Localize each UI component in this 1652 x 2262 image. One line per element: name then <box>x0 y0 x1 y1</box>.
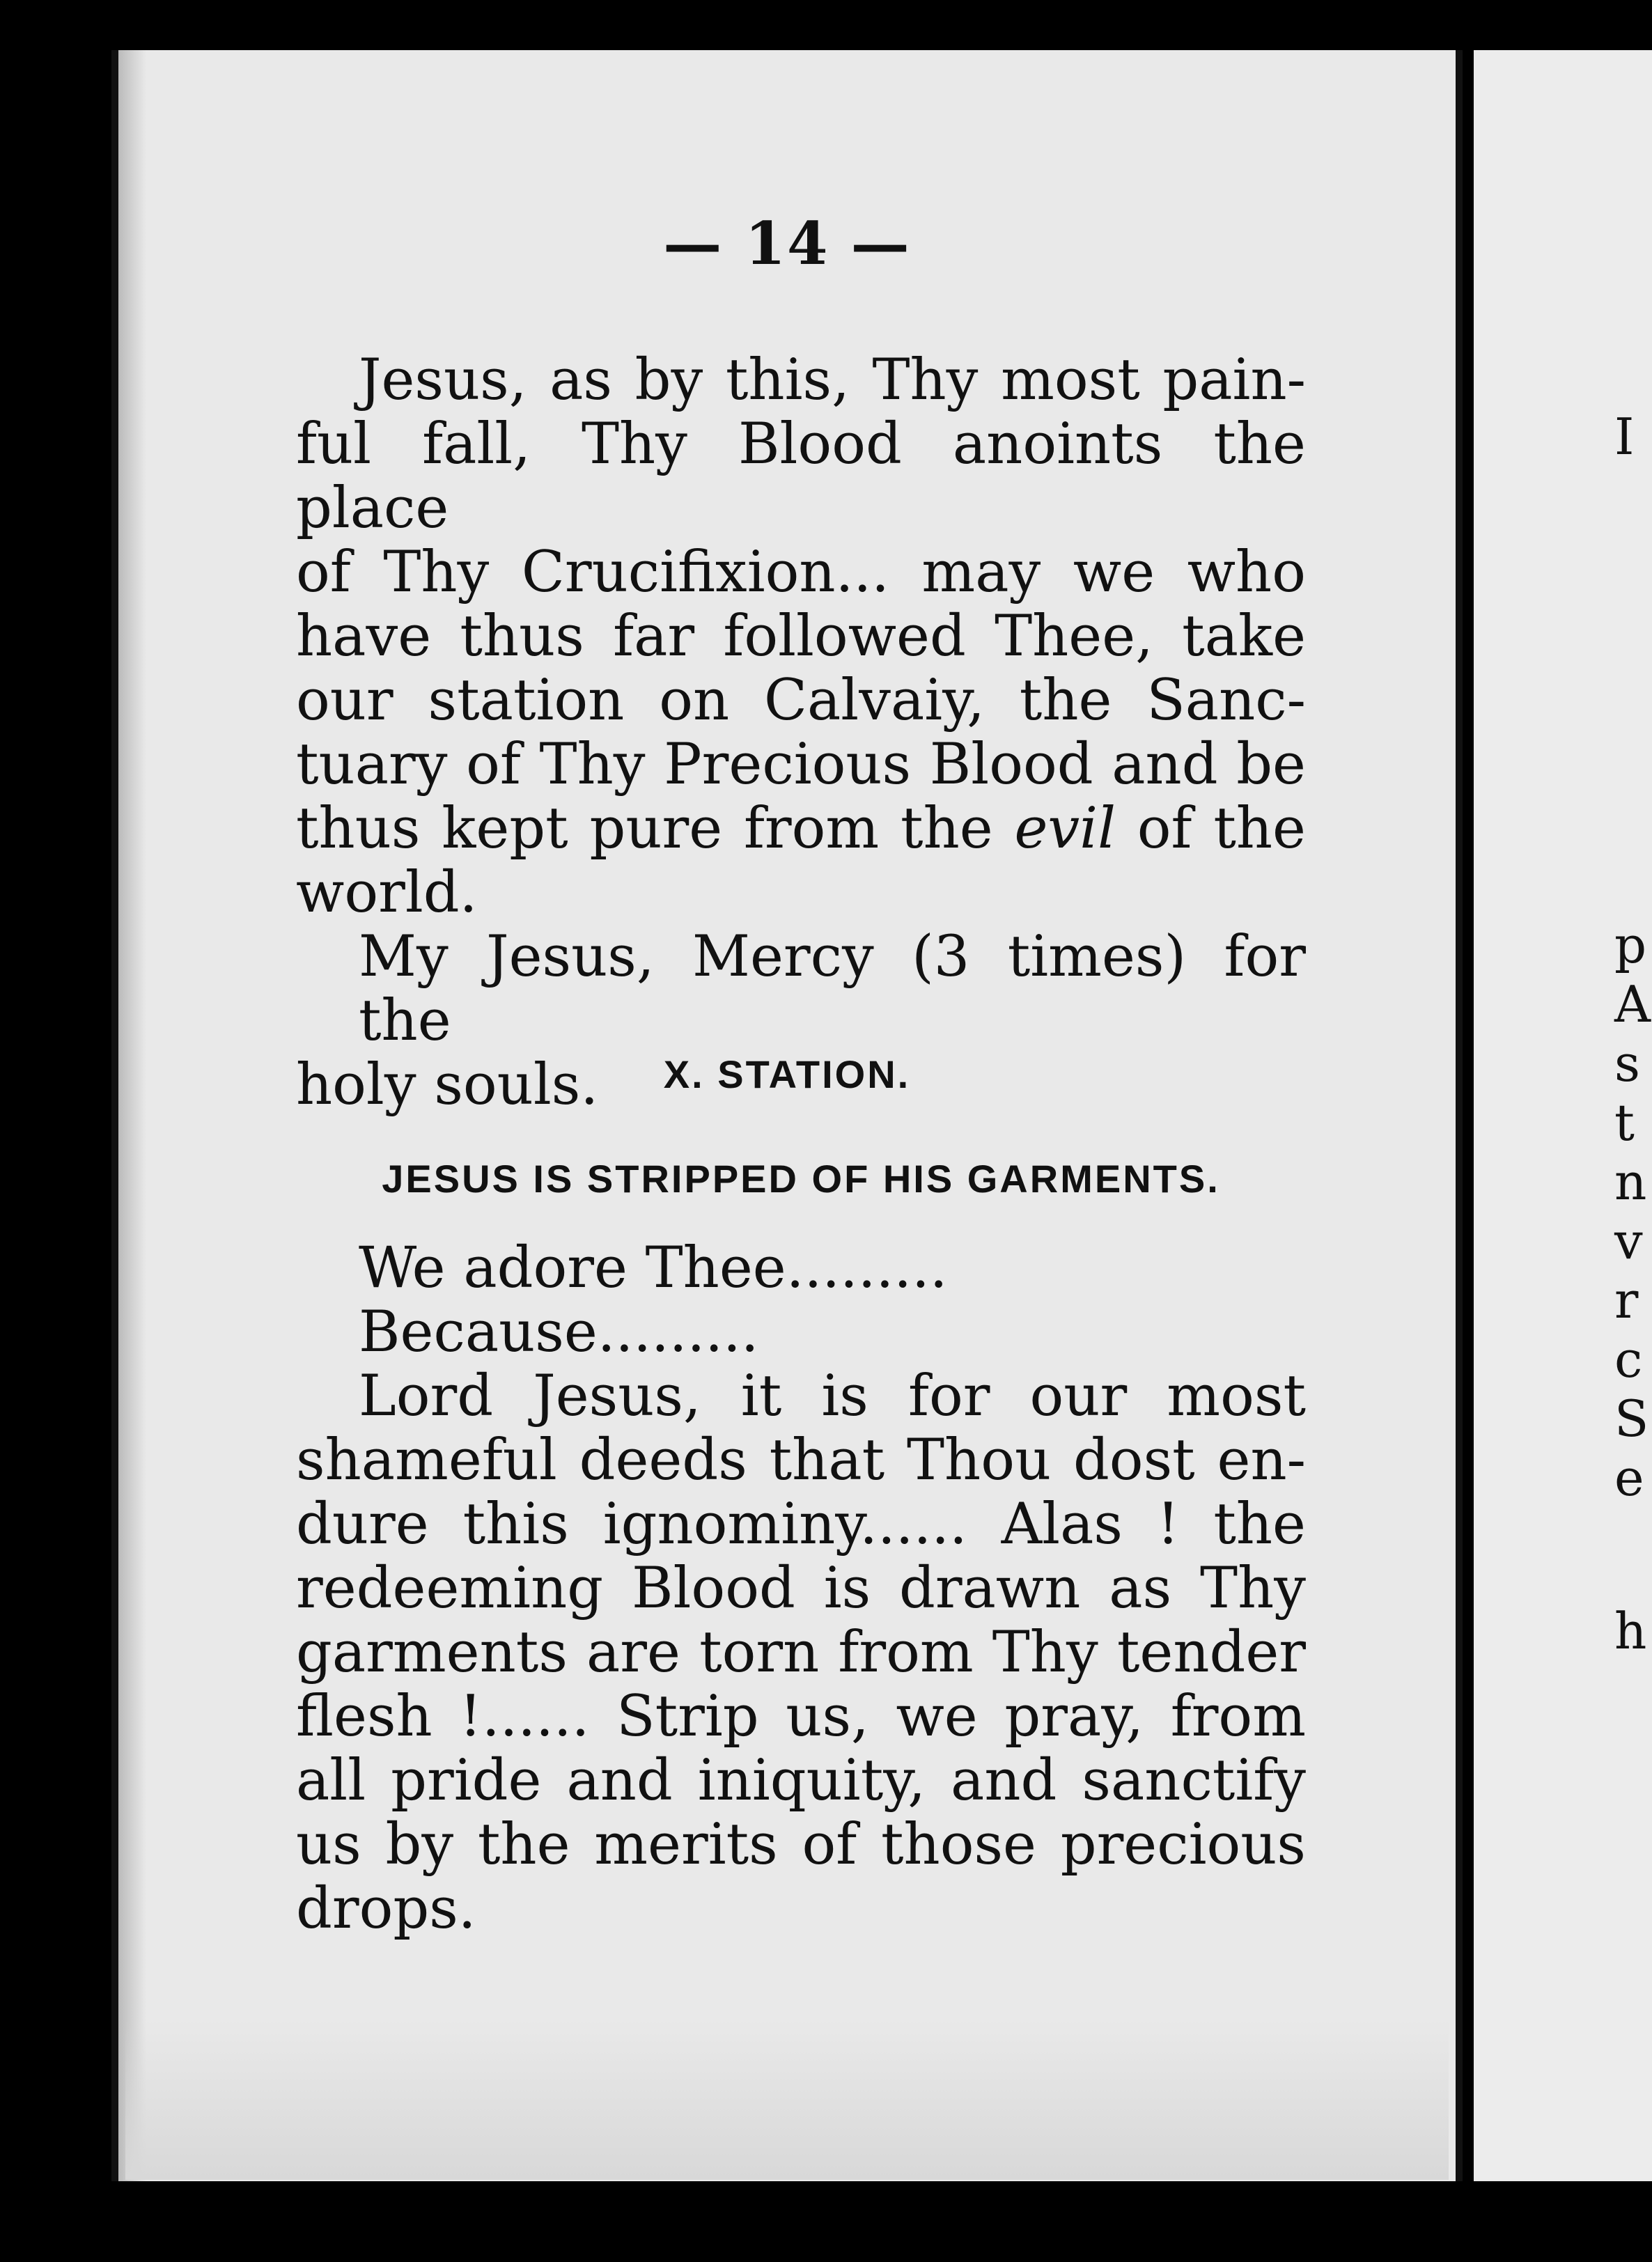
prayer-line: dure this ignominy...... Alas ! the <box>296 1492 1306 1557</box>
prayer-line: garments are torn from Thy tender <box>296 1620 1306 1685</box>
mercy-line: My Jesus, Mercy (3 times) for the <box>359 924 1306 1054</box>
prayer-line: ful fall, Thy Blood anoints the place <box>296 412 1306 541</box>
prayer-line: flesh !...... Strip us, we pray, from <box>296 1684 1306 1749</box>
prayer-line: Lord Jesus, it is for our most <box>359 1364 1306 1429</box>
versicle-adore: We adore Thee......... <box>359 1235 948 1301</box>
prayer-line: Jesus, as by this, Thy most pain- <box>359 348 1306 413</box>
station-title: X. STATION. <box>663 1052 911 1096</box>
prayer-line: our station on Calvaiy, the Sanc- <box>296 668 1306 733</box>
ninth-station-conclusion <box>296 348 1306 1117</box>
prayer-line <box>296 797 1306 861</box>
facing-page-letter: n <box>1614 1153 1647 1211</box>
mercy-line: holy souls. <box>296 1052 599 1118</box>
prayer-line: drops. <box>296 1876 476 1942</box>
emphasized-word: evil <box>1014 796 1116 861</box>
prayer-line: us by the merits of those precious <box>296 1812 1306 1878</box>
prayer-line: all pride and iniquity, and sanctify <box>296 1748 1306 1814</box>
prayer-line: tuary of Thy Precious Blood and be <box>296 732 1306 797</box>
prayer-line: shameful deeds that Thou dost en- <box>296 1428 1306 1493</box>
prayer-text: of the <box>1115 796 1306 861</box>
versicle-because: Because......... <box>359 1300 759 1365</box>
facing-page-letter: r <box>1614 1271 1639 1329</box>
prayer-line: have thus far followed Thee, take <box>296 604 1306 669</box>
prayer-line: redeeming Blood is drawn as Thy <box>296 1556 1306 1621</box>
prayer-text: thus kept pure from the <box>296 796 1015 861</box>
page-bottom-shading <box>125 2020 1449 2180</box>
facing-page-letter: I <box>1614 407 1635 466</box>
facing-page-letter: p <box>1614 916 1647 974</box>
prayer-line: of Thy Crucifixion... may we who <box>296 540 1306 605</box>
facing-page-letter: v <box>1614 1212 1643 1270</box>
prayer-line: world. <box>296 860 478 926</box>
facing-page-letter: S <box>1614 1389 1649 1448</box>
facing-page-letter: c <box>1614 1330 1643 1389</box>
facing-page-letter: s <box>1614 1034 1640 1093</box>
facing-page-letter: e <box>1614 1449 1644 1507</box>
facing-page-letter: t <box>1614 1093 1635 1152</box>
tenth-station-prayer <box>296 1236 1306 1941</box>
facing-page-letter: h <box>1614 1602 1647 1660</box>
facing-page-letter: A <box>1614 975 1651 1034</box>
page-number: — 14 — <box>663 209 911 278</box>
page-gutter-shadow <box>118 50 146 2181</box>
station-subtitle: JESUS IS STRIPPED OF HIS GARMENTS. <box>382 1157 1220 1201</box>
